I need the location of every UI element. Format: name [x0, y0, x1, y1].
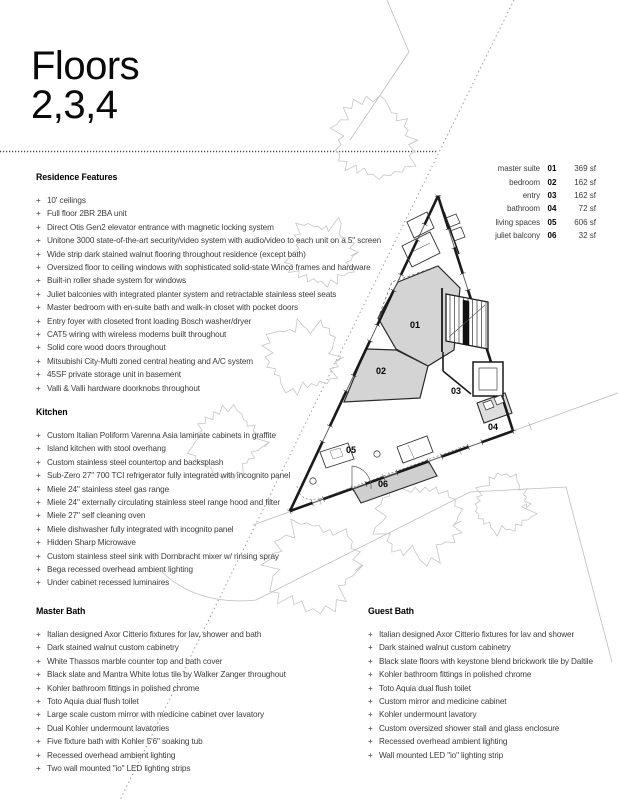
feature-item: + Under cabinet recessed luminaires [36, 576, 290, 589]
plus-bullet: + [36, 209, 41, 219]
feature-item: + Custom mirror and medicine cabinet [368, 695, 593, 708]
plus-bullet: + [368, 723, 373, 733]
legend-row [480, 216, 598, 229]
plus-bullet: + [368, 683, 373, 693]
feature-list [36, 194, 381, 395]
room-label-01: 01 [409, 320, 421, 330]
plus-bullet: + [368, 630, 373, 639]
room-label-05: 05 [345, 445, 357, 455]
section-title: Residence Features [36, 172, 118, 182]
plus-bullet: + [36, 383, 41, 393]
legend-size: 162 sf [574, 190, 596, 200]
plus-bullet: + [36, 670, 41, 680]
plus-bullet: + [36, 643, 41, 653]
plus-bullet: + [36, 524, 41, 534]
feature-item: + Unitone 3000 state-of-the-art security/video system with audio/video to each unit on a 5" screen [36, 234, 381, 247]
feature-item: + Kohler bathroom fittings in polished chrome [36, 682, 286, 695]
legend-row [480, 189, 598, 202]
tree-outline [373, 486, 463, 567]
legend-number: 03 [547, 190, 557, 200]
plus-bullet: + [368, 656, 373, 666]
feature-item: + Wide strip dark stained walnut flooring throughout residence (except bath) [36, 248, 381, 261]
plus-bullet: + [36, 484, 41, 494]
section-title: Kitchen [36, 407, 68, 417]
section-guest-bath [368, 606, 593, 762]
legend-row [480, 162, 598, 175]
room-label-02: 02 [375, 366, 387, 376]
plus-bullet: + [36, 263, 41, 273]
feature-item: + Custom stainless steel countertop and backsplash [36, 456, 290, 469]
feature-item: + White Thassos marble counter top and bath cover [36, 655, 286, 668]
plus-bullet: + [368, 750, 373, 760]
plus-bullet: + [36, 303, 41, 313]
legend-name: living spaces [495, 217, 540, 227]
feature-list [36, 429, 290, 590]
plus-bullet: + [368, 643, 373, 653]
feature-item: + Wall mounted LED "io" lighting strip [368, 749, 593, 762]
plus-bullet: + [36, 343, 41, 353]
legend-size: 369 sf [574, 164, 596, 174]
legend-size: 606 sf [574, 217, 596, 227]
plus-bullet: + [36, 471, 41, 481]
legend-number: 04 [547, 204, 557, 214]
section-residence-features [36, 172, 381, 395]
feature-item: + Miele 27" self cleaning oven [36, 509, 290, 522]
feature-item: + Black slate and Mantra White lotus tile by Walker Zanger throughout [36, 668, 286, 681]
feature-item: + Toto Aquia dual flush toilet [368, 682, 593, 695]
plus-bullet: + [36, 236, 41, 246]
feature-item: + Recessed overhead ambient lighting [368, 735, 593, 748]
feature-item: + Direct Otis Gen2 elevator entrance with magnetic locking system [36, 221, 381, 234]
section-title: Master Bath [36, 606, 86, 616]
plus-bullet: + [36, 289, 41, 299]
feature-item: + Italian designed Axor Citterio fixtures for lav and shower [368, 628, 593, 641]
plus-bullet: + [36, 370, 41, 380]
legend-number: 02 [547, 177, 557, 187]
section-title: Guest Bath [368, 606, 414, 616]
feature-item: + Toto Aquia dual flush toilet [36, 695, 286, 708]
plus-bullet: + [36, 431, 41, 440]
legend-name: master suite [497, 164, 540, 174]
feature-item: + Miele 24" stainless steel gas range [36, 483, 290, 496]
feature-item: + Dark stained walnut custom cabinetry [368, 641, 593, 654]
plus-bullet: + [36, 330, 41, 340]
feature-item: + Dual Kohler undermount lavatories [36, 722, 286, 735]
feature-item: + Mitsubishi City-Multi zoned central heating and A/C system [36, 355, 381, 368]
legend-number: 06 [547, 231, 557, 241]
plus-bullet: + [36, 710, 41, 720]
feature-item: + Master bedroom with en-suite bath and walk-in closet with pocket doors [36, 301, 381, 314]
legend-row [480, 175, 598, 188]
plus-bullet: + [36, 764, 41, 774]
tree-outline [475, 473, 537, 536]
feature-item: + Dark stained walnut custom cabinetry [36, 641, 286, 654]
plus-bullet: + [36, 249, 41, 259]
feature-item: + Large scale custom mirror with medicine cabinet over lavatory [36, 708, 286, 721]
plus-bullet: + [36, 276, 41, 286]
feature-list [368, 628, 593, 762]
feature-item: + Solid core wood doors throughout [36, 341, 381, 354]
feature-item: + Entry foyer with closeted front loading Bosch washer/dryer [36, 315, 381, 328]
tree-outline [330, 95, 418, 179]
plus-bullet: + [36, 578, 41, 588]
legend-name: juliet balcony [495, 231, 540, 241]
plus-bullet: + [36, 630, 41, 639]
feature-item: + Miele dishwasher fully integrated with incognito panel [36, 523, 290, 536]
page-title [31, 44, 140, 127]
plus-bullet: + [36, 511, 41, 521]
feature-item: + Kohler undermount lavatory [368, 708, 593, 721]
plus-bullet: + [368, 710, 373, 720]
feature-item: + Oversized floor to ceiling windows with sophisticated solid-state Winco frames and hardware [36, 261, 381, 274]
plus-bullet: + [36, 750, 41, 760]
legend-name: bedroom [509, 177, 540, 187]
feature-item: + Full floor 2BR 2BA unit [36, 207, 381, 220]
legend-size: 162 sf [574, 177, 596, 187]
legend-row [480, 229, 598, 242]
section-master-bath [36, 606, 286, 775]
feature-item: + Italian designed Axor Citterio fixtures for lav, shower and bath [36, 628, 286, 641]
plus-bullet: + [36, 316, 41, 326]
feature-item: + Custom Italian Poliform Varenna Asia laminate cabinets in graffite [36, 429, 290, 442]
feature-item: + Miele 24" externally circulating stainless steel range hood and filter [36, 496, 290, 509]
plus-bullet: + [36, 697, 41, 707]
plus-bullet: + [36, 444, 41, 454]
plus-bullet: + [36, 737, 41, 747]
plus-bullet: + [36, 723, 41, 733]
plus-bullet: + [36, 565, 41, 575]
legend-size: 32 sf [578, 231, 596, 241]
plus-bullet: + [36, 222, 41, 232]
feature-item: + Island kitchen with stool overhang [36, 442, 290, 455]
plus-bullet: + [368, 737, 373, 747]
plus-bullet: + [36, 551, 41, 561]
legend-number: 05 [547, 217, 557, 227]
feature-item: + Black slate floors with keystone blend brickwork tile by Daltile [368, 655, 593, 668]
feature-item: + Built-in roller shade system for windows [36, 274, 381, 287]
feature-item: + 10' ceilings [36, 194, 381, 207]
plus-bullet: + [36, 498, 41, 508]
feature-list [36, 628, 286, 775]
plus-bullet: + [36, 457, 41, 467]
legend-name: bathroom [507, 204, 540, 214]
feature-item: + Custom oversized shower stall and glass enclosure [368, 722, 593, 735]
plus-bullet: + [368, 697, 373, 707]
room-label-03: 03 [450, 386, 462, 396]
plus-bullet: + [368, 670, 373, 680]
feature-item: + Five fixture bath with Kohler 5'6" soaking tub [36, 735, 286, 748]
feature-item: + Juliet balconies with integrated planter system and retractable stainless steel seats [36, 288, 381, 301]
feature-item: + Sub-Zero 27" 700 TCI refrigerator fully integrated with incognito panel [36, 469, 290, 482]
feature-item: + Valli & Valli hardware doorknobs throughout [36, 382, 381, 395]
feature-item: + CAT5 wiring with wireless modems built throughout [36, 328, 381, 341]
feature-item: + Hidden Sharp Microwave [36, 536, 290, 549]
feature-item: + 45SF private storage unit in basement [36, 368, 381, 381]
legend-row [480, 202, 598, 215]
section-kitchen [36, 407, 290, 590]
plus-bullet: + [36, 683, 41, 693]
legend-name: entry [522, 190, 540, 200]
legend-size: 72 sf [578, 204, 596, 214]
room-label-06: 06 [377, 479, 389, 489]
elevator [473, 362, 503, 396]
plus-bullet: + [36, 196, 41, 205]
page-title-line2: 2,3,4 [31, 83, 118, 127]
legend-number: 01 [547, 164, 557, 174]
room-label-04: 04 [487, 422, 499, 432]
feature-item: + Recessed overhead ambient lighting [36, 749, 286, 762]
plus-bullet: + [36, 538, 41, 548]
feature-item: + Kohler bathroom fittings in polished chrome [368, 668, 593, 681]
feature-item: + Custom stainless steel sink with Dornbracht mixer w/ rinsing spray [36, 550, 290, 563]
plus-bullet: + [36, 356, 41, 366]
feature-item: + Bega recessed overhead ambient lighting [36, 563, 290, 576]
legend-table [480, 162, 598, 242]
page-title-line1: Floors [31, 44, 140, 88]
plus-bullet: + [36, 656, 41, 666]
feature-item: + Two wall mounted "io" LED lighting strips [36, 762, 286, 775]
